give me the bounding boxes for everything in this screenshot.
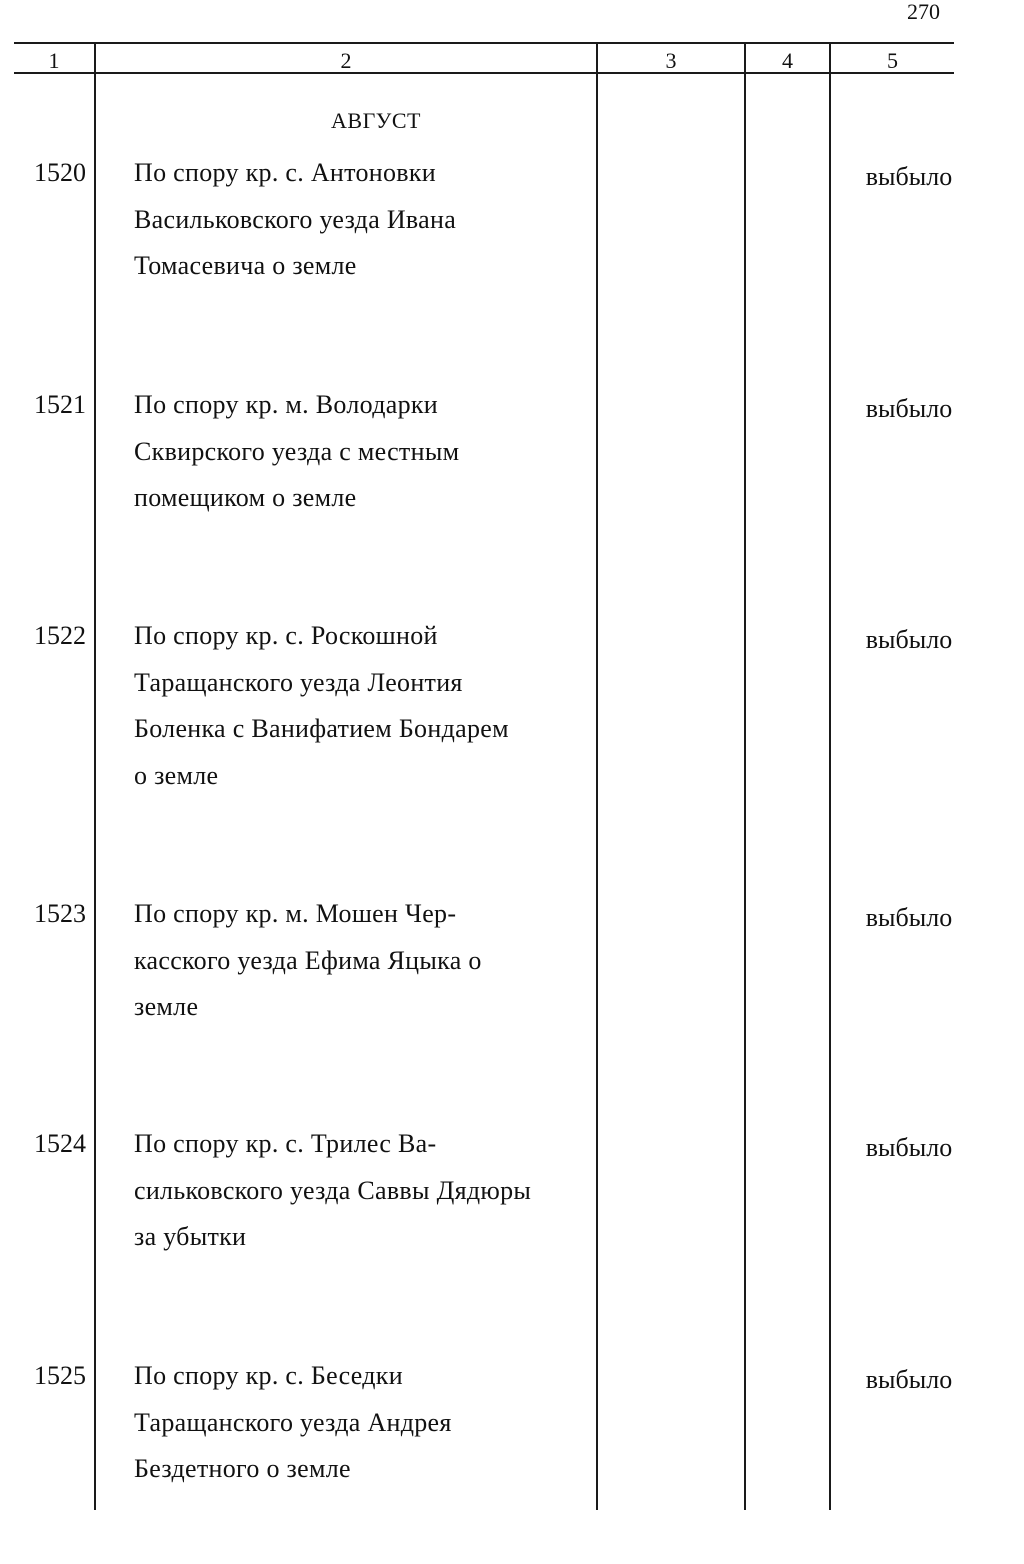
column-header-4: 4 (782, 48, 793, 73)
entry-description (134, 1353, 562, 1493)
column-header-2: 2 (340, 48, 352, 73)
column-divider-2-3 (596, 42, 598, 1510)
entry-text-line: По спору кр. с. Роскошной (134, 621, 438, 650)
table-top-rule (14, 42, 954, 44)
entry-text-line: о земле (134, 760, 219, 790)
entry-text-line: Боленка с Ванифатием Бондарем (134, 714, 509, 743)
entry-text-line: По спору кр. с. Беседки (134, 1361, 403, 1390)
column-divider-3-4 (744, 42, 746, 1510)
entry-status: выбыло (865, 903, 953, 932)
entry-description (134, 1121, 562, 1261)
entry-status: выбыло (865, 1365, 953, 1394)
entry-text-line: Таращанского уезда Леонтия (134, 667, 463, 697)
entry-description (134, 150, 562, 290)
entry-number: 1524 (34, 1129, 86, 1158)
entry-description (134, 891, 562, 1031)
entry-text-line: По спору кр. с. Трилес Ва- (134, 1129, 437, 1158)
column-divider-4-5 (829, 42, 831, 1510)
entry-number: 1522 (34, 621, 86, 650)
entry-text-line: Васильковского уезда Ивана (134, 204, 457, 234)
entry-text-line: Таращанского уезда Андрея (134, 1407, 452, 1437)
entry-text-line: за убытки (134, 1222, 247, 1251)
entry-text-line: касского уезда Ефима Яцыка о (134, 945, 482, 975)
entry-status: выбыло (865, 394, 953, 423)
column-header-5: 5 (887, 48, 898, 73)
entry-text-line: По спору кр. м. Мошен Чер- (134, 899, 457, 928)
entry-text-line: По спору кр. с. Антоновки (134, 158, 437, 187)
entry-text-line: Бездетного о земле (134, 1454, 351, 1483)
column-header-3: 3 (665, 48, 677, 73)
entry-description (134, 382, 562, 522)
entry-status: выбыло (865, 162, 953, 191)
entry-text-line: помещиком о земле (134, 483, 357, 512)
entry-number: 1521 (34, 390, 86, 419)
entry-number: 1523 (34, 899, 86, 928)
entry-number: 1525 (34, 1361, 86, 1390)
column-divider-1-2 (94, 42, 96, 1510)
entry-text-line: По спору кр. м. Володарки (134, 390, 439, 419)
entry-text-line: земле (134, 992, 199, 1021)
entry-status: выбыло (865, 625, 953, 654)
section-title-month: АВГУСТ (331, 108, 421, 133)
entry-text-line: сильковского уезда Саввы Дядюры (134, 1175, 532, 1205)
entry-text-line: Сквирского уезда с местным (134, 436, 460, 466)
column-header-1: 1 (48, 48, 60, 73)
page-number: 270 (907, 0, 940, 24)
entry-number: 1520 (34, 158, 86, 187)
entry-status: выбыло (865, 1133, 953, 1162)
entry-description (134, 613, 562, 799)
entry-text-line: Томасевича о земле (134, 251, 357, 280)
